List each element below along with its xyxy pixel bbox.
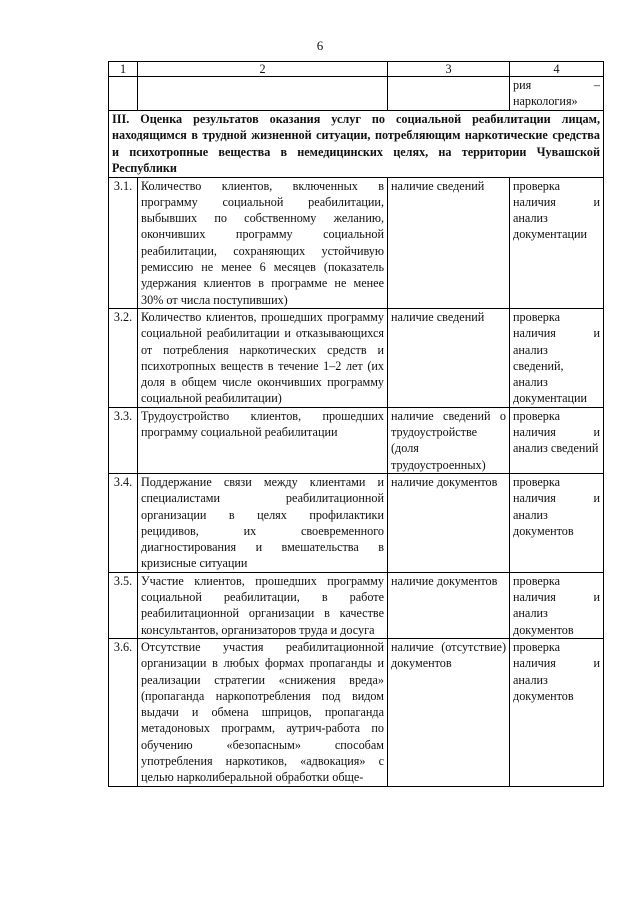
indicator-cell: Поддержание связи между клиентами и специалистами реабилитационной организации в целях профилактики рецидивов, их своевременного диагностирования и вмешательства в кризисные ситуации [138,473,388,572]
evaluation-table [108,61,604,787]
table-row [109,572,604,638]
method-cell: проверка наличия и анализ документов [510,638,604,786]
criterion-cell: наличие сведений [388,177,510,308]
continuation-row [109,77,604,111]
section-heading-row [109,110,604,177]
indicator-cell: Количество клиентов, прошедших программу социальной реабилитации и отказывающихся от потребления наркотических средств и психотропных веществ в течение 1–2 лет (их доля в общем числе окончивших программу социальной реабилитации) [138,308,388,407]
continuation-cell [109,77,138,111]
criterion-cell: наличие документов [388,473,510,572]
page-number: 6 [316,38,324,53]
row-number: 3.3. [109,407,138,473]
method-cell: проверка наличия и анализ документации [510,177,604,308]
continuation-cell [138,77,388,111]
method-cell: проверка наличия и анализ сведений [510,407,604,473]
method-cell: проверка наличия и анализ документов [510,473,604,572]
row-number: 3.6. [109,638,138,786]
method-cell: проверка наличия и анализ сведений, анализ документации [510,308,604,407]
table-row [109,473,604,572]
criterion-cell: наличие сведений [388,308,510,407]
row-number: 3.5. [109,572,138,638]
column-number-row [109,62,604,77]
method-cell: проверка наличия и анализ документов [510,572,604,638]
indicator-cell: Количество клиентов, включенных в программу социальной реабилитации, выбывших по собственному желанию, окончивших программу социальной реабилитации, сохраняющих устойчивую ремиссию не менее 6 месяцев (показатель удержания клиентов в программе не менее 30% от числа поступивших) [138,177,388,308]
indicator-cell: Трудоустройство клиентов, прошедших программу социальной реабилитации [138,407,388,473]
column-number-cell: 4 [510,62,604,77]
row-number: 3.2. [109,308,138,407]
table-row [109,308,604,407]
row-number: 3.4. [109,473,138,572]
continuation-cell [388,77,510,111]
indicator-cell: Отсутствие участия реабилитационной организации в любых формах пропаганды и реализации стратегии «снижения вреда» (пропаганда наркопотребления под видом выдачи и обмена шприцов, пропаганда метадоновых программ, аутрич-работа по обучению «безопасным» способам употребления наркотиков, «адвокация» с целью нарколиберальной обработки обще- [138,638,388,786]
criterion-cell: наличие (отсутствие) документов [388,638,510,786]
row-number: 3.1. [109,177,138,308]
criterion-cell: наличие документов [388,572,510,638]
criterion-cell: наличие сведений о трудоустройстве (доля трудоустроенных) [388,407,510,473]
column-number-cell: 2 [138,62,388,77]
continuation-method-cell: рия – наркология» [510,77,604,111]
column-number-cell: 3 [388,62,510,77]
table-row [109,638,604,786]
section-title: III. Оценка результатов оказания услуг по социальной реабилитации лицам, находящимся в трудной жизненной ситуации, потребляющим наркотические средства и психотропные вещества в немедицинских целях, на территории Чувашской Республики [109,110,604,177]
column-number-cell: 1 [109,62,138,77]
table-row [109,177,604,308]
table-row [109,407,604,473]
indicator-cell: Участие клиентов, прошедших программу социальной реабилитации, в работе реабилитационной организации в качестве консультантов, организаторов труда и досуга [138,572,388,638]
